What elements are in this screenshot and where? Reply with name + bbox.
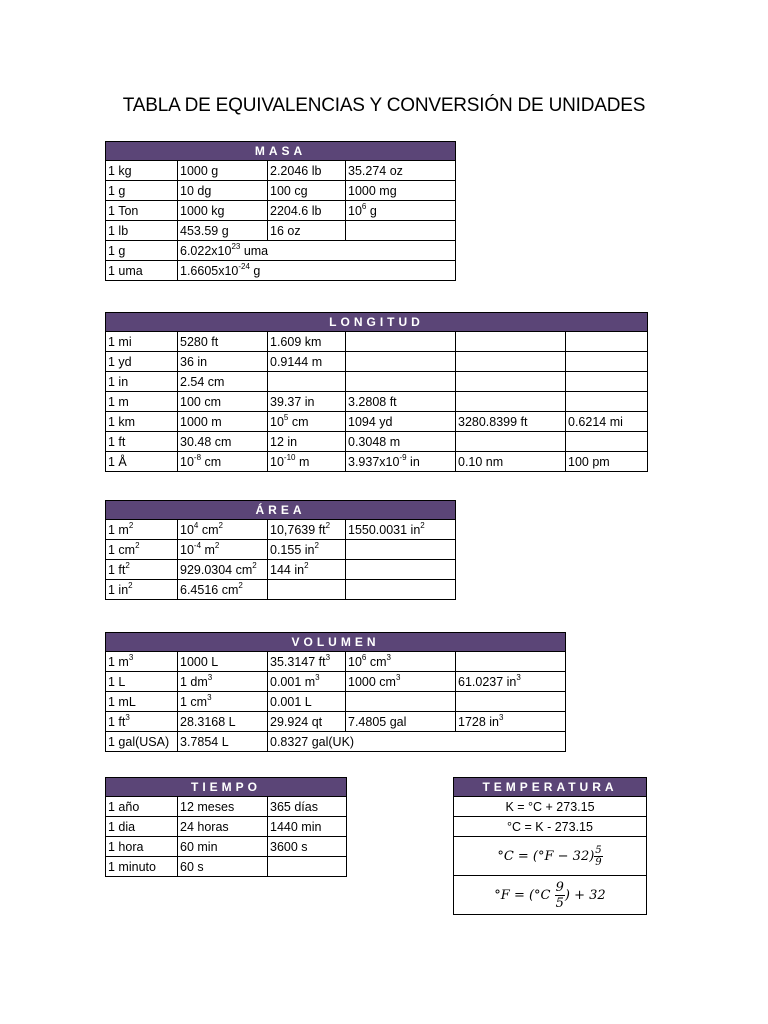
celsius-formula-lhs: °C = (°F − 32) bbox=[497, 848, 595, 864]
masa-value-cell: 2.2046 lb bbox=[268, 161, 346, 181]
longitud-value-cell: 0.9144 m bbox=[268, 352, 346, 372]
masa-value-cell bbox=[346, 221, 456, 241]
area-row bbox=[106, 580, 456, 600]
longitud-row bbox=[106, 372, 648, 392]
longitud-value-cell bbox=[566, 352, 648, 372]
longitud-row bbox=[106, 392, 648, 412]
masa-value-cell: 2204.6 lb bbox=[268, 201, 346, 221]
area-row bbox=[106, 520, 456, 540]
celsius-from-kelvin-equation bbox=[454, 817, 647, 837]
longitud-value-cell: 3280.8399 ft bbox=[456, 412, 566, 432]
masa-unit-cell: 1 g bbox=[106, 181, 178, 201]
longitud-value-cell: 1000 m bbox=[178, 412, 268, 432]
area-value-cell: 0.155 $in^2$ bbox=[268, 540, 346, 560]
longitud-value-cell bbox=[456, 332, 566, 352]
area-unit-cell: 1 $m^2$ bbox=[106, 520, 178, 540]
area-unit-cell: 1 $in^2$ bbox=[106, 580, 178, 600]
longitud-unit-cell: 1 m bbox=[106, 392, 178, 412]
fahrenheit-formula-lhs: °F = (°C bbox=[494, 887, 551, 903]
page-title: TABLA DE EQUIVALENCIAS Y CONVERSIÓN DE UNIDADES bbox=[122, 95, 646, 116]
longitud-value-cell: 0.10 nm bbox=[456, 452, 566, 472]
volumen-value-cell: 1728 $in^3$ bbox=[456, 712, 566, 732]
volumen-value-cell bbox=[456, 692, 566, 712]
area-value-cell: $10^{-4}$ $m^2$ bbox=[178, 540, 268, 560]
celsius-formula bbox=[454, 837, 647, 876]
area-value-cell bbox=[268, 580, 346, 600]
tiempo-unit-cell: 1 año bbox=[106, 797, 178, 817]
masa-unit-cell: 1 g bbox=[106, 241, 178, 261]
tiempo-row bbox=[106, 837, 347, 857]
masa-value-cell: 35.274 oz bbox=[346, 161, 456, 181]
volumen-table bbox=[105, 632, 566, 752]
longitud-value-cell: 0.3048 m bbox=[346, 432, 456, 452]
volumen-value-cell: 1 $dm^3$ bbox=[178, 672, 268, 692]
tiempo-value-cell: 365 días bbox=[268, 797, 347, 817]
longitud-row bbox=[106, 452, 648, 472]
volumen-row bbox=[106, 712, 566, 732]
tiempo-unit-cell: 1 minuto bbox=[106, 857, 178, 877]
volumen-value-cell: 1000 $cm^3$ bbox=[346, 672, 456, 692]
longitud-value-cell: 39.37 in bbox=[268, 392, 346, 412]
longitud-value-cell: 0.6214 mi bbox=[566, 412, 648, 432]
tiempo-table bbox=[105, 777, 347, 877]
longitud-value-cell bbox=[456, 352, 566, 372]
tiempo-value-cell: 12 meses bbox=[178, 797, 268, 817]
masa-table bbox=[105, 141, 456, 281]
volumen-value-cell: 0.001 $m^3$ bbox=[268, 672, 346, 692]
volumen-value-cell: 3.7854 L bbox=[178, 732, 268, 752]
longitud-value-cell: 36 in bbox=[178, 352, 268, 372]
longitud-value-cell: 5280 ft bbox=[178, 332, 268, 352]
longitud-header: LONGITUD bbox=[106, 313, 648, 332]
masa-row bbox=[106, 181, 456, 201]
area-value-cell: 10,7639 $ft^2$ bbox=[268, 520, 346, 540]
volumen-value-cell: 0.8327 gal(UK) bbox=[268, 732, 566, 752]
tiempo-value-cell: 3600 s bbox=[268, 837, 347, 857]
volumen-row bbox=[106, 732, 566, 752]
volumen-unit-cell: 1 mL bbox=[106, 692, 178, 712]
area-unit-cell: 1 $cm^2$ bbox=[106, 540, 178, 560]
tiempo-value-cell bbox=[268, 857, 347, 877]
area-row bbox=[106, 560, 456, 580]
area-value-cell: 929.0304 $cm^2$ bbox=[178, 560, 268, 580]
longitud-value-cell bbox=[346, 332, 456, 352]
masa-row bbox=[106, 221, 456, 241]
longitud-value-cell: $10^5$ cm bbox=[268, 412, 346, 432]
area-value-cell: 6.4516 $cm^2$ bbox=[178, 580, 268, 600]
masa-value-cell: 1000 g bbox=[178, 161, 268, 181]
tiempo-value-cell: 60 s bbox=[178, 857, 268, 877]
tiempo-value-cell: 24 horas bbox=[178, 817, 268, 837]
area-value-cell bbox=[346, 540, 456, 560]
fahrenheit-formula bbox=[454, 876, 647, 915]
longitud-value-cell bbox=[566, 332, 648, 352]
volumen-unit-cell: 1 $m^3$ bbox=[106, 652, 178, 672]
celsius-fraction bbox=[594, 845, 602, 868]
masa-value-cell: 1000 mg bbox=[346, 181, 456, 201]
masa-value-cell: $6.022x10^{23}$ uma bbox=[178, 241, 456, 261]
volumen-value-cell: 0.001 L bbox=[268, 692, 346, 712]
masa-unit-cell: 1 lb bbox=[106, 221, 178, 241]
masa-value-cell: 10 dg bbox=[178, 181, 268, 201]
longitud-value-cell bbox=[566, 432, 648, 452]
volumen-header: VOLUMEN bbox=[106, 633, 566, 652]
longitud-value-cell bbox=[268, 372, 346, 392]
masa-unit-cell: 1 uma bbox=[106, 261, 178, 281]
tiempo-row bbox=[106, 857, 347, 877]
area-value-cell: 144 $in^2$ bbox=[268, 560, 346, 580]
longitud-value-cell bbox=[456, 432, 566, 452]
longitud-value-cell: 100 pm bbox=[566, 452, 648, 472]
masa-value-cell: $10^6$ g bbox=[346, 201, 456, 221]
masa-value-cell: 1000 kg bbox=[178, 201, 268, 221]
celsius-from-kelvin-text: °C = K - 273.15 bbox=[507, 819, 593, 834]
longitud-value-cell: 1.609 km bbox=[268, 332, 346, 352]
volumen-value-cell: 61.0237 $in^3$ bbox=[456, 672, 566, 692]
volumen-value-cell: 35.3147 $ft^3$ bbox=[268, 652, 346, 672]
longitud-unit-cell: 1 km bbox=[106, 412, 178, 432]
volumen-value-cell: 28.3168 L bbox=[178, 712, 268, 732]
volumen-row bbox=[106, 652, 566, 672]
longitud-unit-cell: 1 in bbox=[106, 372, 178, 392]
longitud-value-cell: 12 in bbox=[268, 432, 346, 452]
masa-row bbox=[106, 201, 456, 221]
longitud-table bbox=[105, 312, 648, 472]
fahrenheit-fraction-den: 5 bbox=[555, 895, 564, 911]
longitud-value-cell: $3.937x10^{-9}$ in bbox=[346, 452, 456, 472]
masa-value-cell: 100 cg bbox=[268, 181, 346, 201]
volumen-unit-cell: 1 gal(USA) bbox=[106, 732, 178, 752]
area-value-cell bbox=[346, 580, 456, 600]
longitud-value-cell: 3.2808 ft bbox=[346, 392, 456, 412]
masa-value-cell: $1.6605x10^{-24}$ g bbox=[178, 261, 456, 281]
area-value-cell bbox=[346, 560, 456, 580]
kelvin-equation bbox=[454, 797, 647, 817]
longitud-row bbox=[106, 332, 648, 352]
masa-row bbox=[106, 241, 456, 261]
volumen-unit-cell: 1 L bbox=[106, 672, 178, 692]
volumen-row bbox=[106, 692, 566, 712]
tiempo-unit-cell: 1 hora bbox=[106, 837, 178, 857]
masa-value-cell: 16 oz bbox=[268, 221, 346, 241]
longitud-value-cell bbox=[346, 352, 456, 372]
volumen-value-cell: 1000 L bbox=[178, 652, 268, 672]
tiempo-row bbox=[106, 817, 347, 837]
area-header: ÁREA bbox=[106, 501, 456, 520]
longitud-row bbox=[106, 352, 648, 372]
longitud-value-cell: 100 cm bbox=[178, 392, 268, 412]
longitud-value-cell: 30.48 cm bbox=[178, 432, 268, 452]
tiempo-row bbox=[106, 797, 347, 817]
longitud-value-cell: 2.54 cm bbox=[178, 372, 268, 392]
longitud-unit-cell: 1 yd bbox=[106, 352, 178, 372]
longitud-unit-cell: 1 ft bbox=[106, 432, 178, 452]
volumen-unit-cell: 1 $ft^3$ bbox=[106, 712, 178, 732]
longitud-value-cell bbox=[456, 372, 566, 392]
volumen-value-cell: 29.924 qt bbox=[268, 712, 346, 732]
tiempo-value-cell: 60 min bbox=[178, 837, 268, 857]
volumen-value-cell: 1 $cm^3$ bbox=[178, 692, 268, 712]
longitud-unit-cell: 1 Å bbox=[106, 452, 178, 472]
temperatura-header: TEMPERATURA bbox=[454, 778, 647, 797]
tiempo-unit-cell: 1 dia bbox=[106, 817, 178, 837]
masa-unit-cell: 1 kg bbox=[106, 161, 178, 181]
fahrenheit-fraction-num: 9 bbox=[555, 879, 564, 895]
longitud-value-cell bbox=[566, 392, 648, 412]
tiempo-header: TIEMPO bbox=[106, 778, 347, 797]
area-table bbox=[105, 500, 456, 600]
celsius-fraction-num: 5 bbox=[595, 844, 602, 856]
volumen-value-cell bbox=[456, 652, 566, 672]
longitud-value-cell: $10^{-8}$ cm bbox=[178, 452, 268, 472]
area-row bbox=[106, 540, 456, 560]
celsius-fraction-den: 9 bbox=[595, 856, 602, 868]
longitud-row bbox=[106, 412, 648, 432]
masa-row bbox=[106, 261, 456, 281]
volumen-value-cell: 7.4805 gal bbox=[346, 712, 456, 732]
longitud-value-cell: 1094 yd bbox=[346, 412, 456, 432]
longitud-value-cell: $10^{-10}$ m bbox=[268, 452, 346, 472]
longitud-unit-cell: 1 mi bbox=[106, 332, 178, 352]
fahrenheit-fraction bbox=[555, 880, 565, 911]
area-value-cell: $10^4$ $cm^2$ bbox=[178, 520, 268, 540]
temperatura-table bbox=[453, 777, 647, 915]
area-unit-cell: 1 $ft^2$ bbox=[106, 560, 178, 580]
masa-row bbox=[106, 161, 456, 181]
longitud-value-cell bbox=[456, 392, 566, 412]
volumen-value-cell bbox=[346, 692, 456, 712]
masa-value-cell: 453.59 g bbox=[178, 221, 268, 241]
tiempo-value-cell: 1440 min bbox=[268, 817, 347, 837]
masa-unit-cell: 1 Ton bbox=[106, 201, 178, 221]
longitud-value-cell bbox=[566, 372, 648, 392]
volumen-value-cell: $10^6$ $cm^3$ bbox=[346, 652, 456, 672]
volumen-row bbox=[106, 672, 566, 692]
fahrenheit-formula-rhs: ) + 32 bbox=[564, 887, 606, 903]
longitud-row bbox=[106, 432, 648, 452]
longitud-value-cell bbox=[346, 372, 456, 392]
area-value-cell: 1550.0031 $in^2$ bbox=[346, 520, 456, 540]
kelvin-equation-text: K = °C + 273.15 bbox=[505, 799, 595, 814]
masa-header: MASA bbox=[106, 142, 456, 161]
